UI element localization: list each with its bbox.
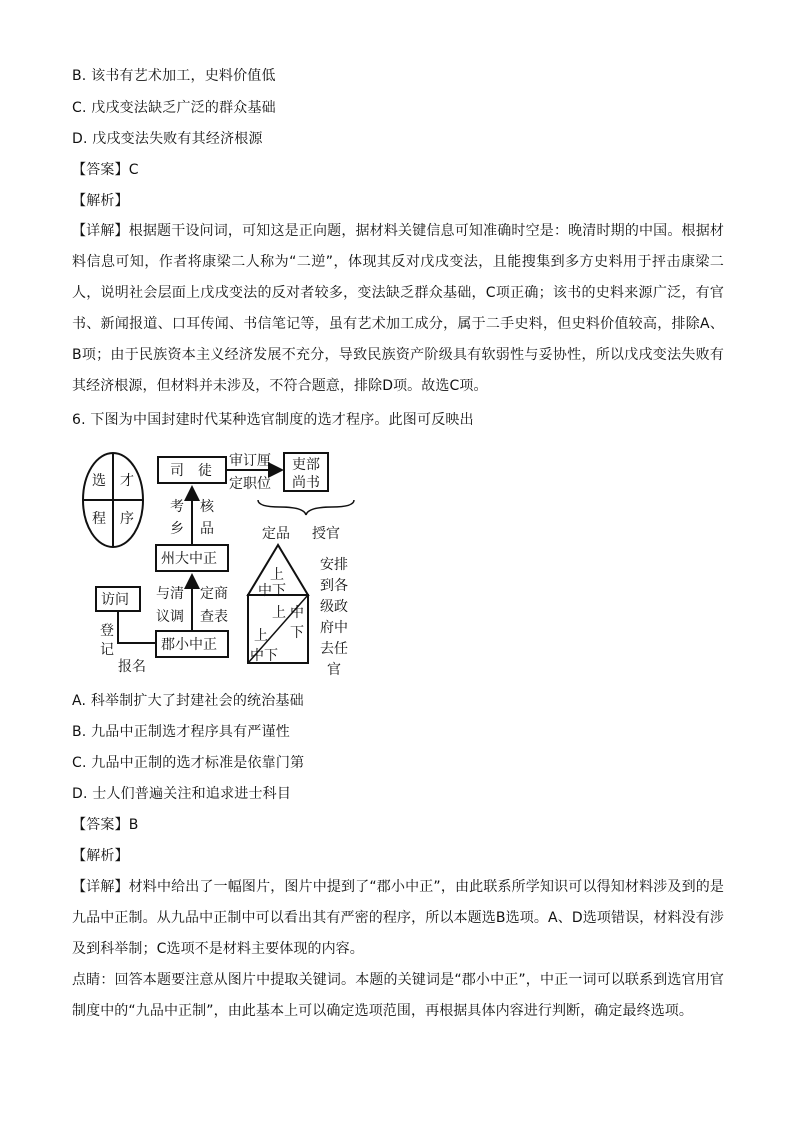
q6-option-d: D. 士人们普遍关注和追求进士科目: [72, 786, 292, 802]
brace: [258, 500, 354, 515]
q6-tip: 点睛：回答本题要注意从图片中提取关键词。本题的关键词是“郡小中正”，中正一词可以联系到选官用官制度中的“九品中正制”，由此基本上可以确定选项范围，再根据具体内容进行判断，确定最终选项。: [72, 972, 724, 1019]
shouguan-label: 授官: [312, 526, 340, 542]
q6-detail: 【详解】材料中给出了一幅图片，图片中提到了“郡小中正”，由此联系所学知识可以得知材料涉及到的是九品中正制。从九品中正制中可以看出其有严密的程序，所以本题选B选项。A、D选项错误，材料没有涉及到科举制；C选项不是材料主要体现的内容。: [72, 879, 724, 957]
circle-char-4: 序: [120, 511, 134, 527]
kaoxiang-2: 乡: [170, 521, 184, 537]
shending-1: 审订厘: [229, 453, 271, 469]
mid-zhong: 中: [290, 605, 304, 621]
dingshang-2: 查表: [200, 609, 228, 625]
yuqing-2: 议调: [156, 609, 184, 625]
q5-option-b: B. 该书有艺术加工，史料价值低: [72, 68, 276, 84]
tri-zhongxia: 中下: [258, 583, 286, 599]
diagram-svg: [80, 445, 370, 680]
tri-shang: 上: [270, 567, 284, 583]
dingpin-label: 定品: [262, 526, 290, 542]
circle-char-3: 程: [92, 511, 106, 527]
q6-answer: 【答案】B: [72, 817, 139, 833]
anpai-5: 去任: [320, 641, 348, 657]
q5-detail: 【详解】根据题干设问词，可知这是正向题，据材料关键信息可知准确时空是：晚清时期的中国。根据材料信息可知，作者将康梁二人称为“二逆”，体现其反对戊戌变法，且能搜集到多方史料用于抨击康梁二人，说明社会层面上戊戌变法的反对者较多，变法缺乏群众基础，C项正确；该书的史料来源广泛，有官书、新闻报道、口耳传闻、书信笔记等，虽有艺术加工成分，属于二手史料，但史料价值较高，排除A、B项；由于民族资本主义经济发展不充分，导致民族资产阶级具有软弱性与妥协性，所以戊戌变法失败有其经济根源，但材料并未涉及，不符合题意，排除D项。故选C项。: [72, 223, 724, 394]
q6-option-c: C. 九品中正制的选才标准是依靠门第: [72, 755, 305, 771]
kaoxiang-1: 考: [170, 499, 184, 515]
zhoudazhongzheng-label: 州大中正: [161, 551, 217, 567]
anpai-1: 安排: [320, 557, 348, 573]
low-zhongxia: 中下: [250, 648, 278, 664]
q5-option-d: D. 戊戌变法失败有其经济根源: [72, 131, 263, 147]
q5-option-c: C. 戊戌变法缺乏广泛的群众基础: [72, 100, 276, 116]
situ-label: 司 徒: [170, 463, 212, 479]
circle-char-1: 选: [92, 473, 106, 489]
baoming-label: 报名: [118, 659, 146, 675]
q6-stem: 6. 下图为中国封建时代某种选官制度的选才程序。此图可反映出: [72, 412, 474, 428]
libu-2: 尚书: [292, 475, 320, 491]
q6-option-b: B. 九品中正制选才程序具有严谨性: [72, 724, 290, 740]
anpai-2: 到各: [320, 578, 348, 594]
low-shang: 上: [254, 628, 268, 644]
q5-answer: 【答案】C: [72, 162, 139, 178]
anpai-3: 级政: [320, 599, 348, 615]
junxiaozhongzheng-label: 郡小中正: [161, 637, 217, 653]
dingshang-1: 定商: [200, 586, 228, 602]
anpai-4: 府中: [320, 620, 348, 636]
libu-1: 吏部: [292, 457, 320, 473]
anpai-6: 官: [327, 662, 341, 678]
dengji-1: 登: [100, 623, 114, 639]
selection-procedure-diagram: [80, 445, 370, 680]
hepin-1: 核: [200, 499, 214, 515]
q6-analysis-heading: 【解析】: [72, 848, 129, 864]
shending-2: 定职位: [229, 476, 271, 492]
hepin-2: 品: [200, 521, 214, 537]
fangwen-label: 访问: [101, 592, 129, 608]
q6-option-a: A. 科举制扩大了封建社会的统治基础: [72, 693, 304, 709]
dengji-2: 记: [100, 642, 114, 658]
q5-analysis-heading: 【解析】: [72, 193, 129, 209]
mid-xia: 下: [290, 625, 304, 641]
yuqing-1: 与清: [156, 586, 184, 602]
circle-char-2: 才: [120, 473, 134, 489]
mid-shang: 上: [272, 605, 286, 621]
